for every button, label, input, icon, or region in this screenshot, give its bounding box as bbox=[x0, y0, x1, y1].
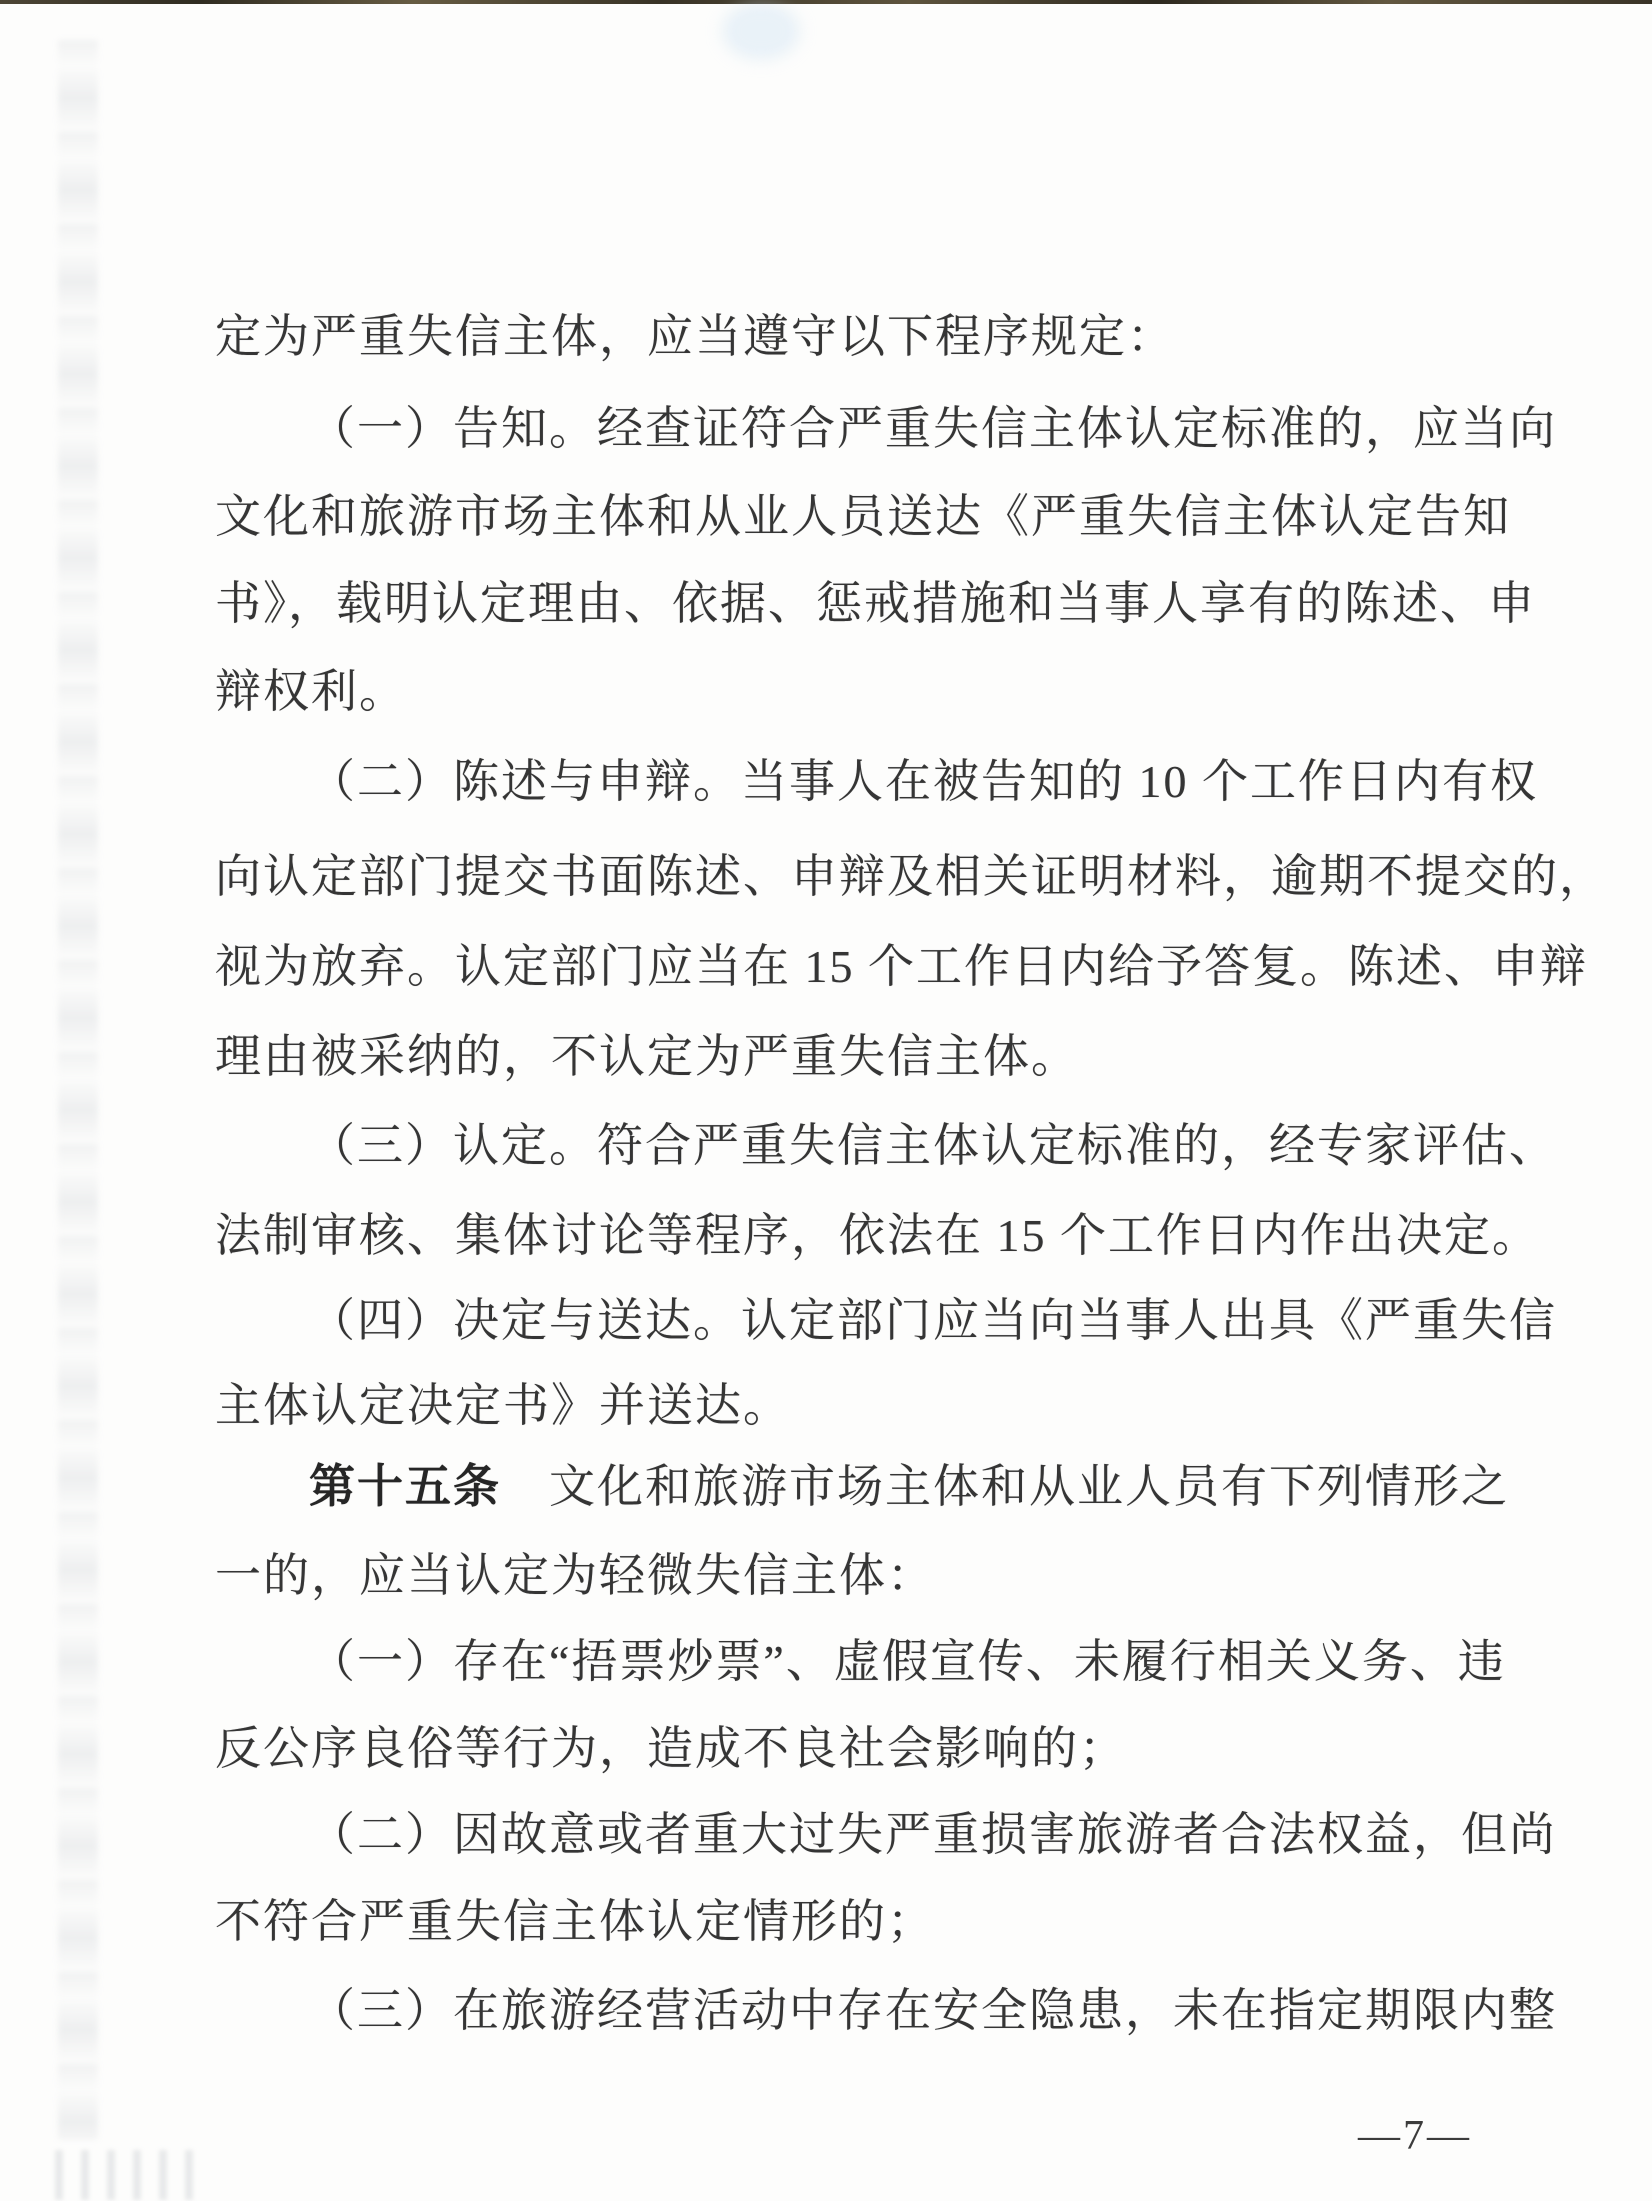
text-segment: （二）因故意或者重大过失严重损害旅游者合法权益，但尚 bbox=[309, 1809, 1557, 1860]
text-segment: 向认定部门提交书面陈述、申辩及相关证明材料，逾期不提交的， bbox=[215, 851, 1607, 902]
text-line bbox=[215, 1720, 1127, 1778]
text-segment: 定为严重失信主体，应当遵守以下程序规定： bbox=[215, 311, 1175, 362]
text-line bbox=[215, 938, 1588, 996]
text-segment: （一）存在“捂票炒票”、虚假宣传、未履行相关义务、违 bbox=[309, 1636, 1506, 1687]
text-line bbox=[215, 663, 407, 721]
text-segment: 反公序良俗等行为，造成不良社会影响的； bbox=[215, 1723, 1127, 1774]
text-segment: 辩权利。 bbox=[215, 666, 407, 717]
text-line bbox=[215, 575, 1536, 633]
text-line bbox=[215, 1458, 1509, 1516]
text-segment: 视为放弃。认定部门应当在 15 个工作日内给予答复。陈述、申辩 bbox=[215, 941, 1588, 992]
text-segment: （三）在旅游经营活动中存在安全隐患，未在指定期限内整 bbox=[309, 1985, 1557, 2036]
text-line bbox=[215, 1547, 935, 1605]
text-segment: （二）陈述与申辩。当事人在被告知的 10 个工作日内有权 bbox=[309, 756, 1538, 807]
text-segment: （四）决定与送达。认定部门应当向当事人出具《严重失信 bbox=[309, 1295, 1557, 1346]
article-heading-segment: 第十五条 bbox=[309, 1461, 501, 1512]
text-line bbox=[215, 1292, 1557, 1350]
text-line bbox=[215, 848, 1607, 906]
text-segment: 不符合严重失信主体认定情形的； bbox=[215, 1896, 935, 1947]
text-line bbox=[215, 1982, 1557, 2040]
text-segment: 主体认定决定书》并送达。 bbox=[215, 1380, 791, 1431]
text-segment: 理由被采纳的，不认定为严重失信主体。 bbox=[215, 1031, 1079, 1082]
text-segment: （三）认定。符合严重失信主体认定标准的，经专家评估、 bbox=[309, 1120, 1557, 1171]
page-number: —7— bbox=[1358, 2113, 1472, 2159]
text-segment: 文化和旅游市场主体和从业人员有下列情形之 bbox=[501, 1461, 1509, 1512]
text-segment: 法制审核、集体讨论等程序，依法在 15 个工作日内作出决定。 bbox=[215, 1210, 1540, 1261]
text-segment: （一）告知。经查证符合严重失信主体认定标准的，应当向 bbox=[309, 403, 1557, 454]
text-segment: 一的，应当认定为轻微失信主体： bbox=[215, 1550, 935, 1601]
text-line bbox=[215, 1377, 791, 1435]
text-line bbox=[215, 1207, 1540, 1265]
text-line bbox=[215, 1028, 1079, 1086]
text-line bbox=[215, 1893, 935, 1951]
text-line bbox=[215, 1806, 1557, 1864]
text-segment: 书》，载明认定理由、依据、惩戒措施和当事人享有的陈述、申 bbox=[215, 578, 1536, 629]
text-segment: 文化和旅游市场主体和从业人员送达《严重失信主体认定告知 bbox=[215, 491, 1511, 542]
text-line bbox=[215, 488, 1511, 546]
text-line bbox=[215, 1633, 1506, 1691]
text-line bbox=[215, 753, 1538, 811]
text-line bbox=[215, 1117, 1557, 1175]
text-line bbox=[215, 400, 1557, 458]
text-line bbox=[215, 308, 1175, 366]
